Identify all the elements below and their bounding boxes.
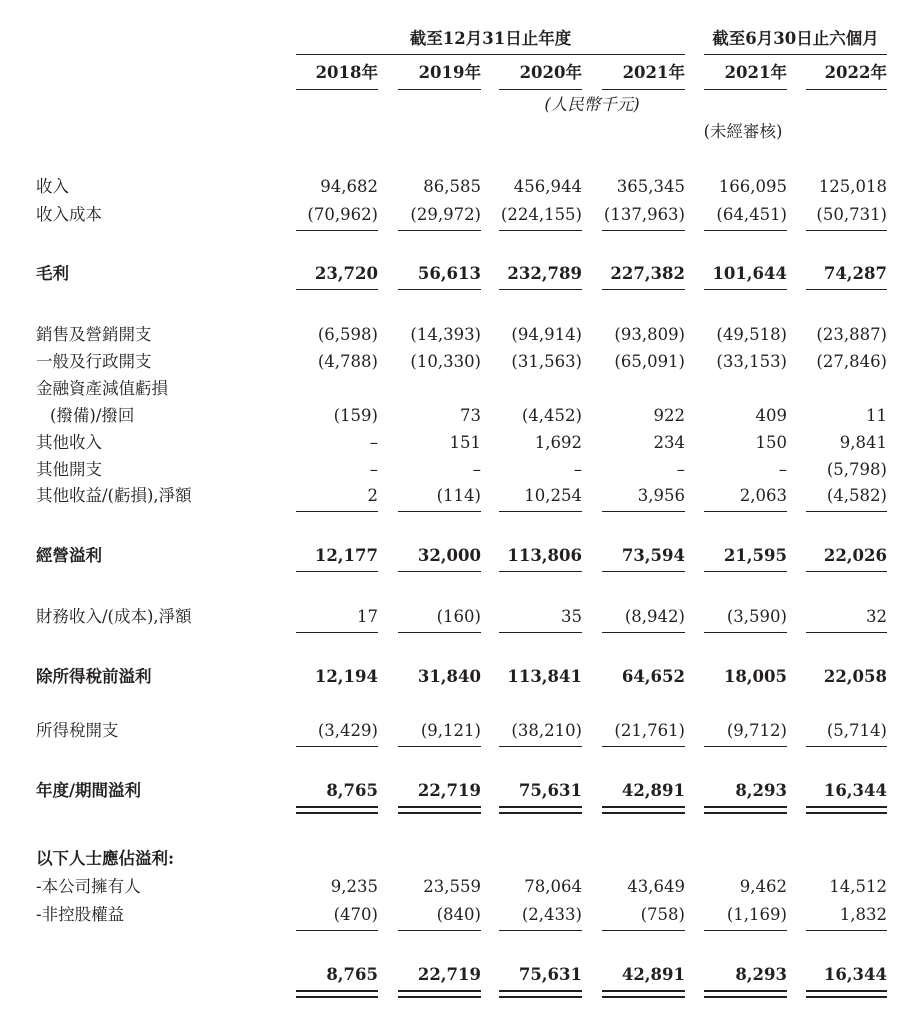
header-year-1: 2019年 [418,63,481,82]
total-double-rule [296,990,378,998]
header-year-4: 2021年 [724,63,787,82]
income-tax-value: (21,761) [614,721,685,740]
profit-for-period-double-rule [398,806,481,814]
revenue-value: 86,585 [423,177,481,196]
other-expenses-label: 其他開支 [36,460,102,479]
impairment-label-line2: (撥備)/撥回 [50,406,135,425]
profit-for-period-label: 年度/期間溢利 [36,781,142,800]
other-income-value: 1,692 [534,433,582,452]
cost-of-revenue-value: (224,155) [500,205,582,224]
attributable-heading: 以下人士應佔溢利: [36,849,175,868]
revenue-value: 365,345 [616,177,685,196]
income-tax-single-rule [499,746,582,747]
admin-expenses-value: (27,846) [816,352,887,371]
operating-profit-single-rule [296,571,378,572]
header-six-months-rule [704,54,887,55]
profit-before-tax-value: 18,005 [723,667,787,686]
gross-profit-label: 毛利 [36,264,69,283]
finance-value: 32 [866,607,887,626]
other-income-value: 151 [449,433,481,452]
revenue-label: 收入 [36,177,69,196]
gross-profit-single-rule [296,289,378,290]
operating-profit-value: 21,595 [723,546,787,565]
cost-of-revenue-value: (137,963) [603,205,685,224]
gross-profit-value: 56,613 [417,264,481,283]
selling-expenses-value: (23,887) [816,325,887,344]
profit-for-period-double-rule [704,806,787,814]
total-double-rule [499,990,582,998]
other-income-label: 其他收入 [36,433,102,452]
finance-value: (160) [436,607,481,626]
impairment-value: 73 [460,406,481,425]
nci-single-rule [499,930,582,931]
total-value: 8,765 [326,965,378,984]
revenue-value: 456,944 [513,177,582,196]
owners-value: 9,462 [739,877,787,896]
nci-single-rule [296,930,378,931]
finance-single-rule [296,632,378,633]
unaudited-note: (未經審核) [703,122,783,141]
selling-expenses-value: (93,809) [614,325,685,344]
profit-for-period-value: 8,293 [735,781,787,800]
impairment-value: 409 [755,406,787,425]
operating-profit-single-rule [398,571,481,572]
other-income-value: 9,841 [839,433,887,452]
income-tax-value: (5,714) [826,721,887,740]
nci-single-rule [602,930,685,931]
income-tax-single-rule [398,746,481,747]
operating-profit-single-rule [602,571,685,572]
other-gains-single-rule [398,511,481,512]
finance-label: 財務收入/(成本),淨額 [36,607,192,626]
gross-profit-value: 227,382 [610,264,685,283]
nci-value: (2,433) [521,905,582,924]
cost-of-revenue-value: (50,731) [816,205,887,224]
header-full-year-rule [296,54,685,55]
owners-label: -本公司擁有人 [36,877,141,896]
operating-profit-label: 經營溢利 [36,546,102,565]
gross-profit-value: 23,720 [314,264,378,283]
operating-profit-value: 113,806 [507,546,582,565]
profit-before-tax-value: 12,194 [314,667,378,686]
other-gains-single-rule [806,511,887,512]
other-gains-value: 10,254 [524,486,582,505]
other-gains-single-rule [499,511,582,512]
profit-for-period-value: 16,344 [823,781,887,800]
total-double-rule [806,990,887,998]
profit-before-tax-value: 22,058 [823,667,887,686]
profit-before-tax-label: 除所得稅前溢利 [36,667,152,686]
nci-value: (758) [640,905,685,924]
cost-of-revenue-single-rule [499,230,582,231]
total-value: 16,344 [823,965,887,984]
owners-value: 78,064 [524,877,582,896]
total-value: 8,293 [735,965,787,984]
selling-expenses-value: (94,914) [511,325,582,344]
cost-of-revenue-single-rule [704,230,787,231]
other-gains-single-rule [602,511,685,512]
cost-of-revenue-value: (70,962) [307,205,378,224]
header-six-months: 截至6月30日止六個月 [712,29,879,48]
selling-expenses-value: (49,518) [716,325,787,344]
header-year-0: 2018年 [315,63,378,82]
header-year-2: 2020年 [519,63,582,82]
nci-single-rule [806,930,887,931]
operating-profit-value: 32,000 [417,546,481,565]
cost-of-revenue-value: (64,451) [716,205,787,224]
impairment-value: 922 [653,406,685,425]
impairment-value: (159) [333,406,378,425]
other-gains-value: 3,956 [637,486,685,505]
gross-profit-value: 74,287 [823,264,887,283]
nci-value: (470) [333,905,378,924]
gross-profit-single-rule [602,289,685,290]
header-year-rule-0 [296,89,378,90]
finance-value: (8,942) [624,607,685,626]
header-year-3: 2021年 [622,63,685,82]
profit-for-period-double-rule [602,806,685,814]
profit-for-period-value: 22,719 [417,781,481,800]
profit-before-tax-value: 64,652 [621,667,685,686]
finance-single-rule [398,632,481,633]
selling-expenses-label: 銷售及營銷開支 [36,325,152,344]
profit-for-period-double-rule [806,806,887,814]
other-gains-single-rule [296,511,378,512]
income-tax-value: (9,121) [420,721,481,740]
income-tax-single-rule [806,746,887,747]
nci-value: 1,832 [839,905,887,924]
admin-expenses-label: 一般及行政開支 [36,352,152,371]
income-tax-single-rule [602,746,685,747]
revenue-value: 94,682 [320,177,378,196]
gross-profit-single-rule [398,289,481,290]
finance-single-rule [602,632,685,633]
operating-profit-value: 22,026 [823,546,887,565]
nci-label: -非控股權益 [36,905,125,924]
nci-single-rule [398,930,481,931]
profit-for-period-double-rule [296,806,378,814]
total-value: 75,631 [518,965,582,984]
cost-of-revenue-single-rule [806,230,887,231]
other-gains-value: (114) [436,486,481,505]
gross-profit-single-rule [704,289,787,290]
owners-value: 14,512 [829,877,887,896]
header-year-rule-5 [806,89,887,90]
other-expenses-value: – [472,460,481,479]
finance-single-rule [806,632,887,633]
selling-expenses-value: (6,598) [317,325,378,344]
other-expenses-value: – [676,460,685,479]
finance-value: 17 [357,607,378,626]
nci-value: (840) [436,905,481,924]
other-gains-single-rule [704,511,787,512]
owners-value: 43,649 [627,877,685,896]
owners-value: 23,559 [423,877,481,896]
gross-profit-single-rule [806,289,887,290]
profit-for-period-value: 75,631 [518,781,582,800]
cost-of-revenue-single-rule [398,230,481,231]
income-tax-single-rule [296,746,378,747]
profit-for-period-value: 8,765 [326,781,378,800]
other-expenses-value: – [778,460,787,479]
header-full-year: 截至12月31日止年度 [409,29,572,48]
impairment-value: (4,452) [521,406,582,425]
income-tax-single-rule [704,746,787,747]
other-gains-value: 2 [367,486,378,505]
other-expenses-value: – [573,460,582,479]
impairment-label: 金融資產減值虧損 [36,379,168,398]
other-gains-value: (4,582) [826,486,887,505]
nci-value: (1,169) [726,905,787,924]
other-expenses-value: (5,798) [826,460,887,479]
cost-of-revenue-single-rule [296,230,378,231]
nci-single-rule [704,930,787,931]
admin-expenses-value: (65,091) [614,352,685,371]
operating-profit-value: 12,177 [314,546,378,565]
selling-expenses-value: (14,393) [410,325,481,344]
header-year-5: 2022年 [824,63,887,82]
revenue-value: 166,095 [718,177,787,196]
total-double-rule [602,990,685,998]
income-tax-value: (9,712) [726,721,787,740]
operating-profit-single-rule [499,571,582,572]
profit-for-period-double-rule [499,806,582,814]
other-expenses-value: – [369,460,378,479]
total-value: 22,719 [417,965,481,984]
profit-for-period-value: 42,891 [621,781,685,800]
impairment-value: 11 [866,406,887,425]
owners-value: 9,235 [330,877,378,896]
cost-of-revenue-label: 收入成本 [36,205,102,224]
gross-profit-value: 101,644 [712,264,787,283]
admin-expenses-value: (31,563) [511,352,582,371]
currency-note: (人民幣千元) [544,95,640,114]
operating-profit-single-rule [704,571,787,572]
total-double-rule [398,990,481,998]
profit-before-tax-value: 31,840 [417,667,481,686]
income-tax-value: (3,429) [317,721,378,740]
header-year-rule-1 [398,89,481,90]
cost-of-revenue-value: (29,972) [410,205,481,224]
total-double-rule [704,990,787,998]
operating-profit-value: 73,594 [621,546,685,565]
finance-value: (3,590) [726,607,787,626]
finance-single-rule [499,632,582,633]
other-gains-label: 其他收益/(虧損),淨額 [36,486,192,505]
revenue-value: 125,018 [818,177,887,196]
gross-profit-single-rule [499,289,582,290]
other-income-value: – [369,433,378,452]
finance-single-rule [704,632,787,633]
cost-of-revenue-single-rule [602,230,685,231]
finance-value: 35 [561,607,582,626]
total-value: 42,891 [621,965,685,984]
gross-profit-value: 232,789 [507,264,582,283]
admin-expenses-value: (4,788) [317,352,378,371]
admin-expenses-value: (10,330) [410,352,481,371]
income-tax-label: 所得稅開支 [36,721,119,740]
other-income-value: 234 [653,433,685,452]
operating-profit-single-rule [806,571,887,572]
header-year-rule-3 [602,89,685,90]
header-year-rule-2 [499,89,582,90]
other-gains-value: 2,063 [739,486,787,505]
profit-before-tax-value: 113,841 [507,667,582,686]
other-income-value: 150 [755,433,787,452]
admin-expenses-value: (33,153) [716,352,787,371]
header-year-rule-4 [704,89,787,90]
income-tax-value: (38,210) [511,721,582,740]
